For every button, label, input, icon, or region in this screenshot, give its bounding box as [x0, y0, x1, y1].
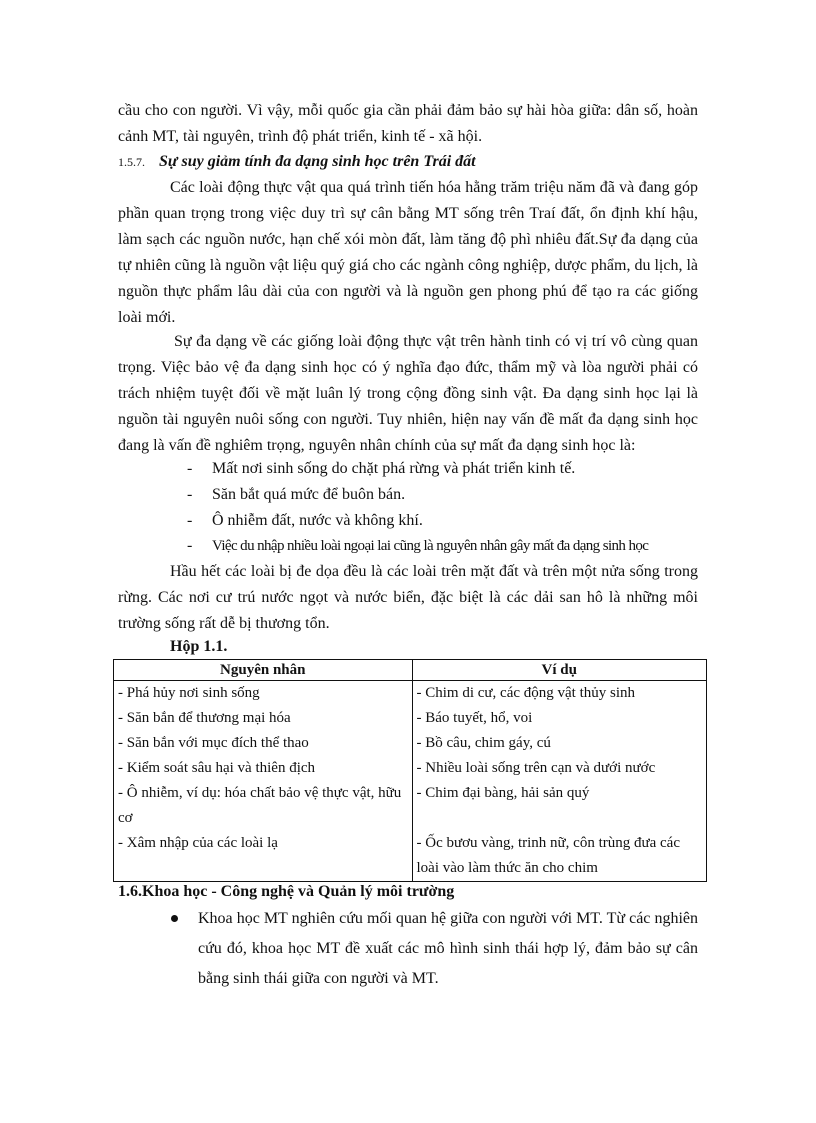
section-title: Sự suy giảm tính đa dạng sinh học trên Trái đất: [159, 153, 476, 170]
section-heading-1-5-7: [118, 149, 476, 175]
table-row: [114, 781, 707, 831]
table-cell: - Ốc bươu vàng, trinh nữ, côn trùng đưa các loài vào làm thức ăn cho chim: [412, 831, 707, 882]
table-cell: - Kiểm soát sâu hại và thiên địch: [114, 756, 413, 781]
table-row: [114, 706, 707, 731]
table-cell: - Báo tuyết, hổ, voi: [412, 706, 707, 731]
table-cell: - Nhiều loài sống trên cạn và dưới nước: [412, 756, 707, 781]
table-header-row: [114, 660, 707, 681]
intro-paragraph: cầu cho con người. Vì vậy, mỗi quốc gia cần phải đảm bảo sự hài hòa giữa: dân số, hoàn cảnh MT, tài nguyên, trình độ phát triển, kinh tế - xã hội.: [118, 102, 698, 145]
paragraph-biodiversity-importance: Sự đa dạng về các giống loài động thực vật trên hành tinh có vị trí vô cùng quan trọng. Việc bảo vệ đa dạng sinh học có ý nghĩa đạo đức, thẩm mỹ và lòa người phải có trách nhiệm tuyệt đối về mặt luân lý trong cộng đồng sinh vật. Đa dạng sinh học lại là nguồn tài nguyên nuôi sống con người. Tuy nhiên, hiện nay vấn đề mất đa dạng sinh học đang là vấn đề nghiêm trọng, nguyên nhân chính của sự mất đa dạng sinh học là:: [118, 333, 698, 454]
table-row: [114, 681, 707, 707]
table-cell: - Chim đại bàng, hải sản quý: [412, 781, 707, 831]
table-cell: - Bồ câu, chim gáy, cú: [412, 731, 707, 756]
paragraph-threatened-species: Hầu hết các loài bị đe dọa đều là các loài trên mặt đất và trên một nửa sống trong rừng. Các nơi cư trú nước ngọt và nước biển, đặc biệt là các dải san hô là những môi trường sống rất dễ bị thương tổn.: [118, 563, 698, 632]
list-item: - Săn bắt quá mức để buôn bán.: [187, 486, 406, 503]
table-cell: - Phá hủy nơi sinh sống: [114, 681, 413, 707]
table-cell: - Săn bắn để thương mại hóa: [114, 706, 413, 731]
table-cell: - Săn bắn với mục đích thể thao: [114, 731, 413, 756]
column-header-example: Ví dụ: [412, 660, 707, 681]
table-cell: - Ô nhiễm, ví dụ: hóa chất bảo vệ thực vật, hữu cơ: [114, 781, 413, 831]
causes-table: [113, 659, 707, 882]
list-item: - Việc du nhập nhiều loài ngoại lai cũng là nguyên nhân gây mất đa dạng sinh học: [187, 537, 649, 554]
list-item: - Ô nhiễm đất, nước và không khí.: [187, 512, 423, 529]
table-row: [114, 756, 707, 781]
bullet-text: Khoa học MT nghiên cứu mối quan hệ giữa con người với MT. Từ các nghiên cứu đó, khoa học MT đề xuất các mô hình sinh thái hợp lý, đảm bảo sự cân bằng sinh thái giữa con người và MT.: [198, 910, 698, 987]
paragraph-biodiversity-role: Các loài động thực vật qua quá trình tiến hóa hằng trăm triệu năm đã và đang góp phần quan trọng trong việc duy trì sự cân bằng MT sống trên Traí đất, ổn định khí hậu, làm sạch các nguồn nước, hạn chế xói mòn đất, làm tăng độ phì nhiêu đất.Sự đa dạng của tự nhiên cũng là nguồn vật liệu quý giá cho các ngành công nghiệp, dược phẩm, du lịch, là nguồn thực phẩm lâu dài của con người và là nguồn gen phong phú để tạo ra các giống loài mới.: [118, 179, 698, 326]
section-heading-1-6: 1.6.Khoa học - Công nghệ và Quản lý môi trường: [118, 883, 455, 900]
bullet-item: [168, 904, 698, 994]
section-number: 1.5.7.: [118, 155, 145, 169]
box-label: Hộp 1.1.: [170, 638, 228, 655]
column-header-cause: Nguyên nhân: [114, 660, 413, 681]
table-row: [114, 831, 707, 882]
table-row: [114, 731, 707, 756]
list-item: - Mất nơi sinh sống do chặt phá rừng và phát triển kinh tế.: [187, 460, 576, 477]
table-cell: - Xâm nhập của các loài lạ: [114, 831, 413, 882]
table-cell: - Chim di cư, các động vật thủy sinh: [412, 681, 707, 707]
